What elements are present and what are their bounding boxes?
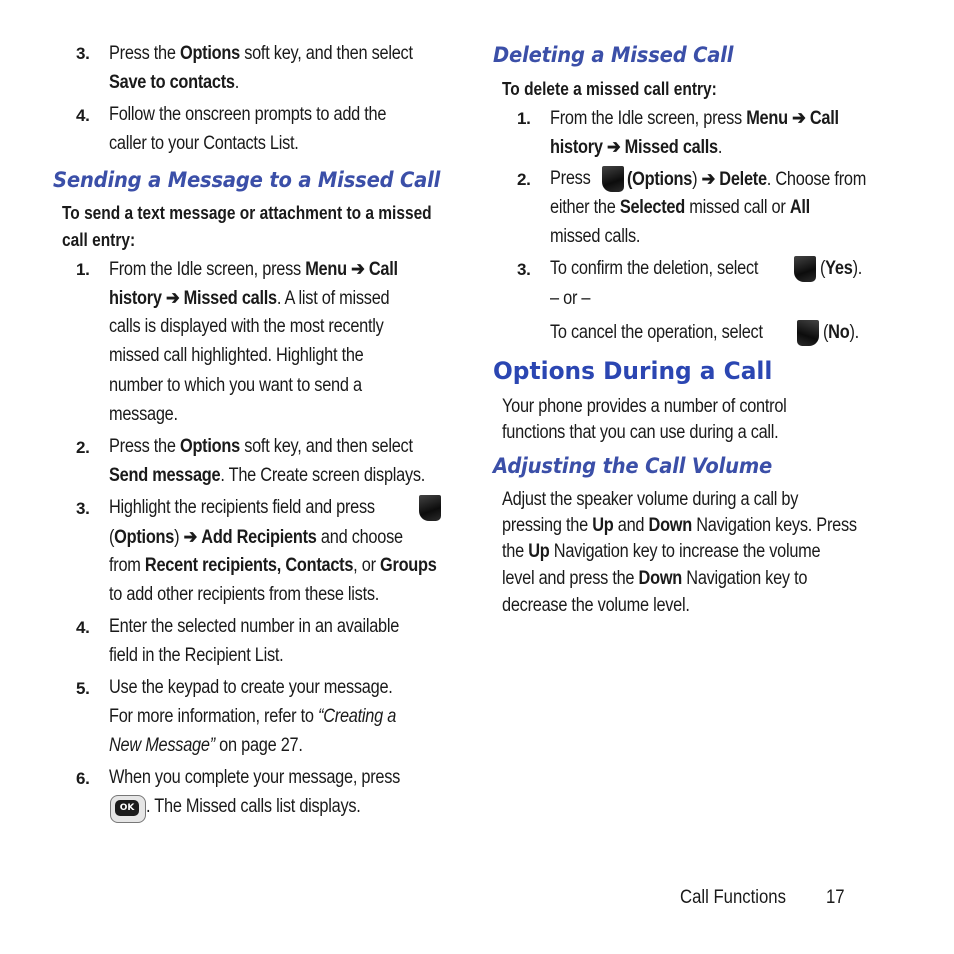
step-text: Highlight the recipients field and press — [109, 497, 375, 518]
step-number: 1. — [517, 109, 531, 128]
section-heading: Deleting a Missed Call — [493, 43, 734, 67]
ok-key-label: OK — [115, 800, 139, 816]
step-text: To cancel the operation, select — [550, 322, 763, 343]
step-text: New Message” on page 27. — [109, 735, 303, 756]
paragraph-text: Your phone provides a number of control — [502, 396, 787, 417]
section-heading: Sending a Message to a Missed Call — [53, 168, 441, 192]
step-text: (Options) ➔ Add Recipients and choose — [109, 527, 403, 548]
step-text: from Recent recipients, Contacts, or Groups — [109, 555, 437, 576]
step-text: To confirm the deletion, select — [550, 258, 759, 279]
step-text: Use the keypad to create your message. — [109, 677, 393, 698]
arrow-icon: ➔ — [351, 259, 365, 280]
step-number: 3. — [76, 44, 90, 63]
step-number: 2. — [517, 170, 531, 189]
step-text: history ➔ Missed calls. A list of missed — [109, 288, 390, 309]
paragraph-text: functions that you can use during a call. — [502, 422, 779, 443]
step-text: message. — [109, 404, 178, 425]
arrow-icon: ➔ — [183, 527, 198, 548]
step-number: 3. — [76, 499, 90, 518]
step-text: (No). — [823, 322, 859, 343]
arrow-icon: ➔ — [701, 169, 716, 190]
step-text: (Yes). — [820, 258, 863, 279]
step-text: caller to your Contacts List. — [109, 133, 299, 154]
step-text: Press the Options soft key, and then select — [109, 43, 413, 64]
lead-text: To delete a missed call entry: — [502, 79, 717, 99]
step-text: missed calls. — [550, 226, 641, 247]
step-number: 6. — [76, 769, 90, 788]
step-text: Send message. The Create screen displays. — [109, 465, 426, 486]
paragraph-text: the Up Navigation key to increase the volume — [502, 541, 821, 562]
step-text: missed call highlighted. Highlight the — [109, 345, 364, 366]
step-text: From the Idle screen, press Menu ➔ Call — [109, 259, 398, 280]
step-text: either the Selected missed call or All — [550, 197, 810, 218]
step-text: Enter the selected number in an available — [109, 616, 400, 637]
step-number: 3. — [517, 260, 531, 279]
arrow-icon: ➔ — [606, 137, 621, 158]
arrow-icon: ➔ — [165, 288, 180, 309]
step-number: 4. — [76, 618, 90, 637]
left-softkey-icon — [602, 166, 624, 192]
step-text: From the Idle screen, press Menu ➔ Call — [550, 108, 839, 129]
lead-text: call entry: — [62, 230, 136, 250]
left-softkey-icon — [794, 256, 816, 282]
step-text: calls is displayed with the most recently — [109, 316, 384, 337]
footer-section-name: Call Functions — [680, 887, 786, 908]
paragraph-text: pressing the Up and Down Navigation keys. Press — [502, 515, 857, 536]
right-softkey-icon — [797, 320, 819, 346]
cross-reference-link[interactable]: “Creating a — [318, 706, 397, 727]
paragraph-text: decrease the volume level. — [502, 595, 690, 616]
step-text: number to which you want to send a — [109, 375, 362, 396]
step-number: 2. — [76, 438, 90, 457]
step-text: When you complete your message, press — [109, 767, 401, 788]
or-separator: – or – — [550, 288, 591, 309]
step-text: For more information, refer to “Creating a — [109, 706, 397, 727]
step-text: Press the Options soft key, and then select — [109, 436, 413, 457]
ok-key-icon — [110, 795, 146, 823]
paragraph-text: level and press the Down Navigation key to — [502, 568, 808, 589]
step-text: field in the Recipient List. — [109, 645, 284, 666]
cross-reference-link[interactable]: New Message” — [109, 735, 215, 756]
lead-text: To send a text message or attachment to a missed — [62, 203, 432, 223]
step-text: Follow the onscreen prompts to add the — [109, 104, 387, 125]
footer-page-number: 17 — [826, 887, 845, 908]
step-text: history ➔ Missed calls. — [550, 137, 723, 158]
step-text: Save to contacts. — [109, 72, 240, 93]
paragraph-text: Adjust the speaker volume during a call by — [502, 489, 799, 510]
section-heading: Adjusting the Call Volume — [493, 454, 773, 478]
step-text: . The Missed calls list displays. — [146, 796, 361, 817]
arrow-icon: ➔ — [792, 108, 806, 129]
step-text: to add other recipients from these lists. — [109, 584, 380, 605]
step-number: 1. — [76, 260, 90, 279]
step-text: Press — [550, 168, 591, 189]
step-number: 4. — [76, 106, 90, 125]
step-number: 5. — [76, 679, 90, 698]
page-heading: Options During a Call — [493, 357, 773, 385]
step-text: (Options) ➔ Delete. Choose from — [627, 169, 867, 190]
left-softkey-icon — [419, 495, 441, 521]
